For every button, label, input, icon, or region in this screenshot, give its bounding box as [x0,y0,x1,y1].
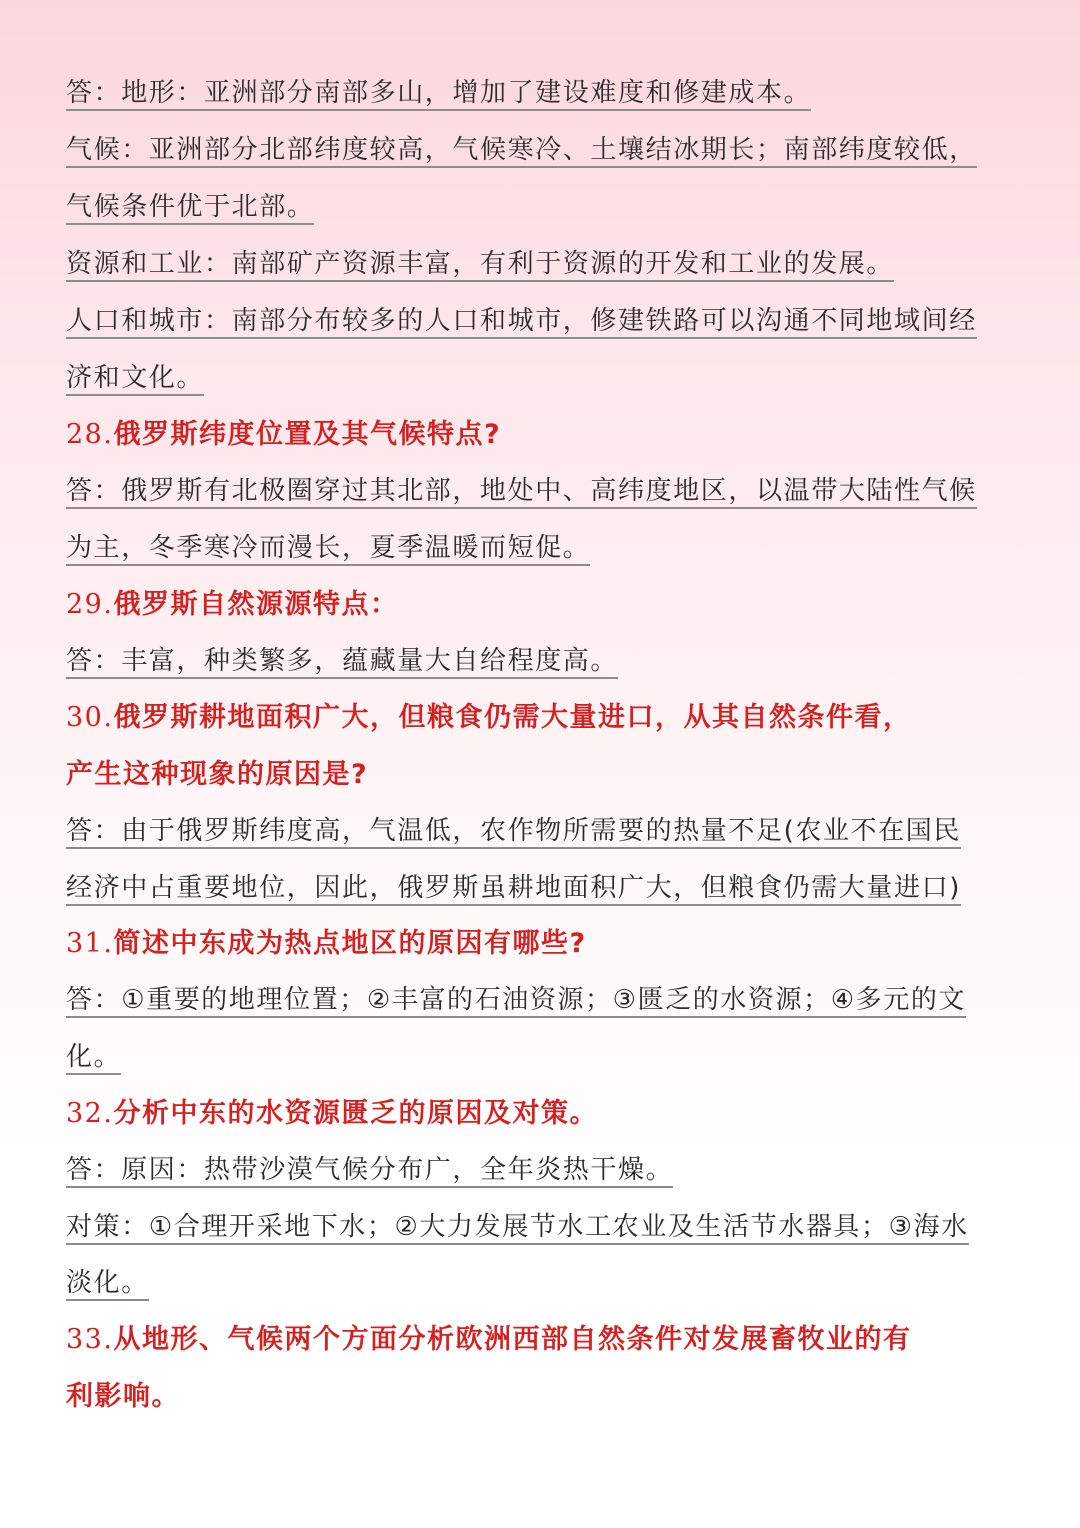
question-text: 利影响。 [66,1381,180,1412]
answer-line [66,983,966,1017]
answer-text: 答：由于俄罗斯纬度高，气温低，农作物所需要的热量不足(农业不在国民 [66,816,961,849]
answer-line [66,644,618,678]
answer-text: 经济中占重要地位，因此，俄罗斯虽耕地面积广大，但粮食仍需大量进口) [66,873,961,906]
question-30-cont [66,758,368,792]
answer-text: 答：俄罗斯有北极圈穿过其北部，地处中、高纬度地区，以温带大陆性气候 [66,476,977,509]
answer-line [66,814,961,848]
question-32 [66,1097,598,1131]
question-number: 28. [66,419,114,450]
answer-text: 为主，冬季寒冷而漫长，夏季温暖而短促。 [66,533,590,566]
answer-text: 答：①重要的地理位置；②丰富的石油资源；③匮乏的水资源；④多元的文 [66,985,966,1018]
question-text: 分析中东的水资源匮乏的原因及对策。 [113,1098,598,1129]
answer-line [66,871,961,905]
answer-line [66,1266,149,1300]
question-text: 俄罗斯耕地面积广大，但粮食仍需大量进口，从其自然条件看， [113,702,912,733]
question-29 [66,588,398,622]
question-number: 32. [66,1098,114,1129]
answer-line [66,531,590,565]
answer-text: 化。 [66,1042,121,1075]
question-text: 俄罗斯自然源源特点： [113,589,399,620]
answer-line [66,474,977,508]
answer-text: 答：地形：亚洲部分南部多山，增加了建设难度和修建成本。 [66,78,811,111]
answer-line [66,133,977,167]
answer-line [66,1210,969,1244]
answer-line [66,190,314,224]
question-text: 产生这种现象的原因是? [66,759,369,790]
question-31 [66,927,587,961]
question-number: 33. [66,1324,114,1355]
answer-line [66,361,204,395]
question-text: 俄罗斯纬度位置及其气候特点? [113,419,502,450]
question-number: 29. [66,589,114,620]
answer-line [66,76,811,110]
answer-text: 淡化。 [66,1268,149,1301]
answer-text: 人口和城市：南部分布较多的人口和城市，修建铁路可以沟通不同地域间经 [66,306,977,339]
question-33-cont [66,1380,180,1414]
answer-text: 答：丰富，种类繁多，蕴藏量大自给程度高。 [66,646,618,679]
answer-text: 资源和工业：南部矿产资源丰富，有利于资源的开发和工业的发展。 [66,249,894,282]
answer-line [66,1153,673,1187]
question-28 [66,418,501,452]
question-number: 30. [66,702,114,733]
answer-text: 济和文化。 [66,363,204,396]
answer-line [66,247,894,281]
question-number: 31. [66,928,114,959]
question-text: 简述中东成为热点地区的原因有哪些? [113,928,587,959]
answer-text: 气候：亚洲部分北部纬度较高，气候寒冷、土壤结冰期长；南部纬度较低， [66,135,977,168]
question-text: 从地形、气候两个方面分析欧洲西部自然条件对发展畜牧业的有 [113,1324,912,1355]
question-33 [66,1323,911,1357]
answer-line [66,1040,121,1074]
answer-text: 对策：①合理开采地下水；②大力发展节水工农业及生活节水器具；③海水 [66,1212,969,1245]
answer-text: 气候条件优于北部。 [66,192,314,225]
question-30 [66,701,911,735]
answer-line [66,304,977,338]
answer-text: 答：原因：热带沙漠气候分布广，全年炎热干燥。 [66,1155,673,1188]
